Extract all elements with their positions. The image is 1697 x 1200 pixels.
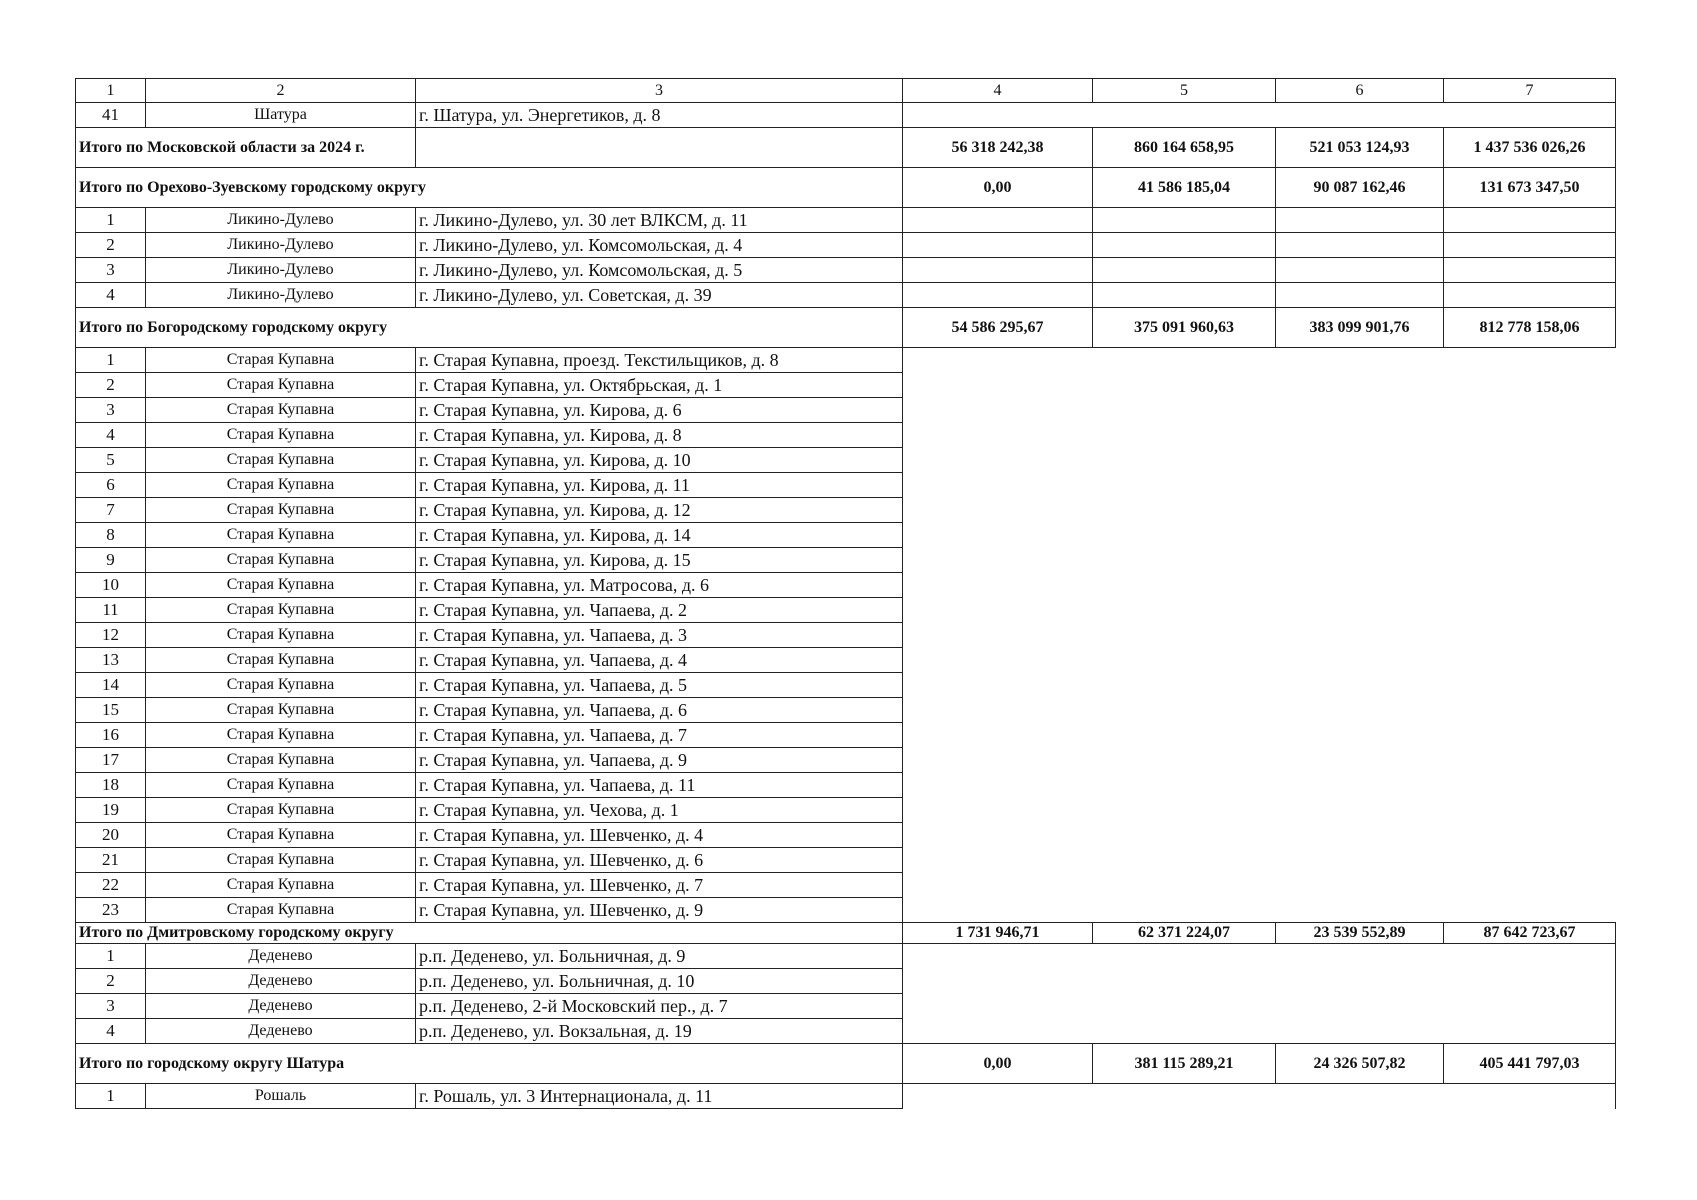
- city-cell: Старая Купавна: [146, 873, 416, 898]
- table-row: [76, 548, 1616, 573]
- table-row: [76, 773, 1616, 798]
- address-cell: г. Старая Купавна, ул. Чапаева, д. 5: [416, 673, 903, 698]
- address-cell: г. Старая Купавна, ул. Кирова, д. 6: [416, 398, 903, 423]
- row-number: 4: [76, 283, 146, 308]
- total-label: Итого по городскому округу Шатура: [76, 1044, 903, 1084]
- address-cell: г. Старая Купавна, ул. Чапаева, д. 7: [416, 723, 903, 748]
- city-cell: Старая Купавна: [146, 373, 416, 398]
- empty-cell: [903, 823, 1616, 848]
- empty-cell: [903, 398, 1616, 423]
- address-cell: г. Ликино-Дулево, ул. Комсомольская, д. 5: [416, 258, 903, 283]
- city-cell: Деденево: [146, 1019, 416, 1044]
- row-number: 21: [76, 848, 146, 873]
- city-cell: Ликино-Дулево: [146, 233, 416, 258]
- city-cell: Старая Купавна: [146, 823, 416, 848]
- city-cell: Деденево: [146, 994, 416, 1019]
- total-row-dmitrov: [76, 923, 1616, 944]
- empty-cell: [903, 773, 1616, 798]
- table-row: [76, 283, 1616, 308]
- city-cell: Старая Купавна: [146, 623, 416, 648]
- city-cell: Ликино-Дулево: [146, 283, 416, 308]
- city-cell: Старая Купавна: [146, 748, 416, 773]
- row-number: 1: [76, 1084, 146, 1109]
- total-value: 54 586 295,67: [903, 308, 1093, 348]
- row-number: 2: [76, 969, 146, 994]
- table-row: [76, 873, 1616, 898]
- total-value: 62 371 224,07: [1093, 923, 1276, 944]
- empty-cell: [903, 873, 1616, 898]
- empty-cell: [1276, 258, 1444, 283]
- city-cell: Деденево: [146, 944, 416, 969]
- table-row: [76, 348, 1616, 373]
- total-value: 0,00: [903, 1044, 1093, 1084]
- address-cell: г. Старая Купавна, ул. Чапаева, д. 11: [416, 773, 903, 798]
- empty-cell: [903, 103, 1616, 128]
- total-value: 405 441 797,03: [1444, 1044, 1616, 1084]
- row-number: 3: [76, 258, 146, 283]
- row-number: 14: [76, 673, 146, 698]
- row-number: 3: [76, 398, 146, 423]
- address-cell: р.п. Деденево, ул. Вокзальная, д. 19: [416, 1019, 903, 1044]
- city-cell: Старая Купавна: [146, 598, 416, 623]
- empty-cell: [903, 673, 1616, 698]
- total-value: 812 778 158,06: [1444, 308, 1616, 348]
- table-row: [76, 848, 1616, 873]
- address-cell: г. Ликино-Дулево, ул. Советская, д. 39: [416, 283, 903, 308]
- header-cell: 6: [1276, 79, 1444, 103]
- row-number: 13: [76, 648, 146, 673]
- city-cell: Старая Купавна: [146, 448, 416, 473]
- address-cell: г. Старая Купавна, ул. Чапаева, д. 3: [416, 623, 903, 648]
- row-number: 4: [76, 1019, 146, 1044]
- address-cell: г. Шатура, ул. Энергетиков, д. 8: [416, 103, 903, 128]
- empty-cell: [1444, 283, 1616, 308]
- total-value: 56 318 242,38: [903, 128, 1093, 168]
- total-value: 24 326 507,82: [1276, 1044, 1444, 1084]
- address-cell: г. Ликино-Дулево, ул. 30 лет ВЛКСМ, д. 11: [416, 208, 903, 233]
- city-cell: Старая Купавна: [146, 698, 416, 723]
- total-row-bogorodsky: [76, 308, 1616, 348]
- total-value: 375 091 960,63: [1093, 308, 1276, 348]
- table-row: [76, 1019, 1616, 1044]
- address-cell: г. Старая Купавна, ул. Шевченко, д. 6: [416, 848, 903, 873]
- city-cell: Старая Купавна: [146, 498, 416, 523]
- empty-cell: [903, 623, 1616, 648]
- table-row: [76, 648, 1616, 673]
- empty-cell: [903, 423, 1616, 448]
- address-cell: г. Старая Купавна, ул. Кирова, д. 14: [416, 523, 903, 548]
- empty-cell: [903, 898, 1616, 923]
- empty-cell: [903, 648, 1616, 673]
- empty-cell: [1093, 233, 1276, 258]
- address-cell: г. Старая Купавна, ул. Шевченко, д. 7: [416, 873, 903, 898]
- row-number: 7: [76, 498, 146, 523]
- empty-cell: [903, 944, 1616, 969]
- city-cell: Старая Купавна: [146, 523, 416, 548]
- empty-cell: [903, 283, 1093, 308]
- address-cell: г. Старая Купавна, ул. Чапаева, д. 9: [416, 748, 903, 773]
- table-row: [76, 423, 1616, 448]
- table-row: [76, 623, 1616, 648]
- address-cell: г. Старая Купавна, ул. Чапаева, д. 6: [416, 698, 903, 723]
- address-cell: г. Старая Купавна, ул. Шевченко, д. 4: [416, 823, 903, 848]
- row-number: 22: [76, 873, 146, 898]
- table-row: [76, 573, 1616, 598]
- table-row: [76, 233, 1616, 258]
- header-cell: 4: [903, 79, 1093, 103]
- total-label: Итого по Орехово-Зуевскому городскому округу: [76, 168, 903, 208]
- table-row: [76, 598, 1616, 623]
- empty-cell: [1093, 208, 1276, 233]
- row-number: 9: [76, 548, 146, 573]
- empty-cell: [903, 994, 1616, 1019]
- empty-cell: [1276, 283, 1444, 308]
- row-number: 1: [76, 208, 146, 233]
- table-row: [76, 748, 1616, 773]
- address-cell: г. Старая Купавна, проезд. Текстильщиков, д. 8: [416, 348, 903, 373]
- total-value: 23 539 552,89: [1276, 923, 1444, 944]
- row-number: 11: [76, 598, 146, 623]
- city-cell: Старая Купавна: [146, 673, 416, 698]
- empty-cell: [903, 1019, 1616, 1044]
- table-row: [76, 698, 1616, 723]
- empty-cell: [903, 848, 1616, 873]
- address-cell: г. Старая Купавна, ул. Чапаева, д. 4: [416, 648, 903, 673]
- column-number-header-row: [76, 79, 1616, 103]
- table-row: [76, 473, 1616, 498]
- total-label: Итого по Московской области за 2024 г.: [76, 128, 416, 168]
- total-value: 90 087 162,46: [1276, 168, 1444, 208]
- total-value: 0,00: [903, 168, 1093, 208]
- address-cell: г. Рошаль, ул. 3 Интернационала, д. 11: [416, 1084, 903, 1109]
- total-value: 131 673 347,50: [1444, 168, 1616, 208]
- empty-cell: [1276, 233, 1444, 258]
- table-row: [76, 1084, 1616, 1109]
- empty-cell: [903, 498, 1616, 523]
- empty-cell: [903, 348, 1616, 373]
- row-number: 16: [76, 723, 146, 748]
- city-cell: Старая Купавна: [146, 348, 416, 373]
- table-row: [76, 398, 1616, 423]
- empty-cell: [903, 723, 1616, 748]
- row-number: 23: [76, 898, 146, 923]
- city-cell: Старая Купавна: [146, 898, 416, 923]
- city-cell: Старая Купавна: [146, 573, 416, 598]
- table-row: [76, 944, 1616, 969]
- empty-cell: [903, 523, 1616, 548]
- table-row: [76, 103, 1616, 128]
- empty-cell: [903, 969, 1616, 994]
- table-row: [76, 798, 1616, 823]
- city-cell: Шатура: [146, 103, 416, 128]
- address-cell: г. Старая Купавна, ул. Чапаева, д. 2: [416, 598, 903, 623]
- empty-cell: [903, 748, 1616, 773]
- row-number: 8: [76, 523, 146, 548]
- city-cell: Старая Купавна: [146, 773, 416, 798]
- city-cell: Старая Купавна: [146, 648, 416, 673]
- row-number: 15: [76, 698, 146, 723]
- empty-cell: [1444, 208, 1616, 233]
- row-number: 3: [76, 994, 146, 1019]
- row-number: 1: [76, 944, 146, 969]
- table-row: [76, 448, 1616, 473]
- empty-cell: [903, 1084, 1616, 1109]
- header-cell: 1: [76, 79, 146, 103]
- empty-cell: [903, 233, 1093, 258]
- city-cell: Ликино-Дулево: [146, 208, 416, 233]
- total-label: Итого по Богородскому городскому округу: [76, 308, 903, 348]
- header-cell: 7: [1444, 79, 1616, 103]
- table-row: [76, 498, 1616, 523]
- header-cell: 3: [416, 79, 903, 103]
- empty-cell: [1276, 208, 1444, 233]
- city-cell: Рошаль: [146, 1084, 416, 1109]
- empty-cell: [903, 573, 1616, 598]
- address-cell: р.п. Деденево, ул. Больничная, д. 10: [416, 969, 903, 994]
- row-number: 12: [76, 623, 146, 648]
- table-row: [76, 373, 1616, 398]
- header-cell: 5: [1093, 79, 1276, 103]
- empty-cell: [903, 373, 1616, 398]
- row-number: 10: [76, 573, 146, 598]
- address-cell: г. Старая Купавна, ул. Чехова, д. 1: [416, 798, 903, 823]
- address-cell: г. Старая Купавна, ул. Кирова, д. 12: [416, 498, 903, 523]
- total-value: 41 586 185,04: [1093, 168, 1276, 208]
- table-row: [76, 723, 1616, 748]
- address-cell: г. Старая Купавна, ул. Кирова, д. 15: [416, 548, 903, 573]
- table-row: [76, 523, 1616, 548]
- report-table: [75, 78, 1616, 1109]
- total-value: 1 731 946,71: [903, 923, 1093, 944]
- table-row: [76, 258, 1616, 283]
- row-number: 1: [76, 348, 146, 373]
- row-number: 2: [76, 233, 146, 258]
- row-number: 17: [76, 748, 146, 773]
- empty-cell: [903, 798, 1616, 823]
- empty-cell: [1093, 258, 1276, 283]
- city-cell: Старая Купавна: [146, 723, 416, 748]
- city-cell: Ликино-Дулево: [146, 258, 416, 283]
- total-row-shatura: [76, 1044, 1616, 1084]
- table-row: [76, 898, 1616, 923]
- empty-cell: [903, 548, 1616, 573]
- empty-cell: [416, 128, 903, 168]
- row-number: 41: [76, 103, 146, 128]
- city-cell: Старая Купавна: [146, 548, 416, 573]
- address-cell: г. Ликино-Дулево, ул. Комсомольская, д. 4: [416, 233, 903, 258]
- city-cell: Старая Купавна: [146, 423, 416, 448]
- total-value: 383 099 901,76: [1276, 308, 1444, 348]
- table-row: [76, 994, 1616, 1019]
- address-cell: р.п. Деденево, ул. Больничная, д. 9: [416, 944, 903, 969]
- table-row: [76, 823, 1616, 848]
- row-number: 6: [76, 473, 146, 498]
- table-row: [76, 208, 1616, 233]
- row-number: 5: [76, 448, 146, 473]
- total-row-moscow-region: [76, 128, 1616, 168]
- address-cell: г. Старая Купавна, ул. Кирова, д. 11: [416, 473, 903, 498]
- city-cell: Деденево: [146, 969, 416, 994]
- address-cell: г. Старая Купавна, ул. Кирова, д. 10: [416, 448, 903, 473]
- row-number: 20: [76, 823, 146, 848]
- row-number: 19: [76, 798, 146, 823]
- total-label: Итого по Дмитровскому городскому округу: [76, 923, 903, 944]
- document-table-container: [75, 78, 1615, 1109]
- row-number: 4: [76, 423, 146, 448]
- header-cell: 2: [146, 79, 416, 103]
- city-cell: Старая Купавна: [146, 798, 416, 823]
- total-value: 860 164 658,95: [1093, 128, 1276, 168]
- empty-cell: [903, 258, 1093, 283]
- empty-cell: [1444, 258, 1616, 283]
- address-cell: г. Старая Купавна, ул. Кирова, д. 8: [416, 423, 903, 448]
- address-cell: г. Старая Купавна, ул. Шевченко, д. 9: [416, 898, 903, 923]
- empty-cell: [1093, 283, 1276, 308]
- total-value: 381 115 289,21: [1093, 1044, 1276, 1084]
- empty-cell: [903, 448, 1616, 473]
- address-cell: р.п. Деденево, 2-й Московский пер., д. 7: [416, 994, 903, 1019]
- address-cell: г. Старая Купавна, ул. Матросова, д. 6: [416, 573, 903, 598]
- address-cell: г. Старая Купавна, ул. Октябрьская, д. 1: [416, 373, 903, 398]
- city-cell: Старая Купавна: [146, 473, 416, 498]
- city-cell: Старая Купавна: [146, 848, 416, 873]
- total-value: 1 437 536 026,26: [1444, 128, 1616, 168]
- table-row: [76, 969, 1616, 994]
- empty-cell: [903, 208, 1093, 233]
- city-cell: Старая Купавна: [146, 398, 416, 423]
- empty-cell: [903, 698, 1616, 723]
- total-value: 521 053 124,93: [1276, 128, 1444, 168]
- total-row-orekhovo: [76, 168, 1616, 208]
- empty-cell: [903, 473, 1616, 498]
- empty-cell: [903, 598, 1616, 623]
- total-value: 87 642 723,67: [1444, 923, 1616, 944]
- empty-cell: [1444, 233, 1616, 258]
- row-number: 2: [76, 373, 146, 398]
- table-row: [76, 673, 1616, 698]
- row-number: 18: [76, 773, 146, 798]
